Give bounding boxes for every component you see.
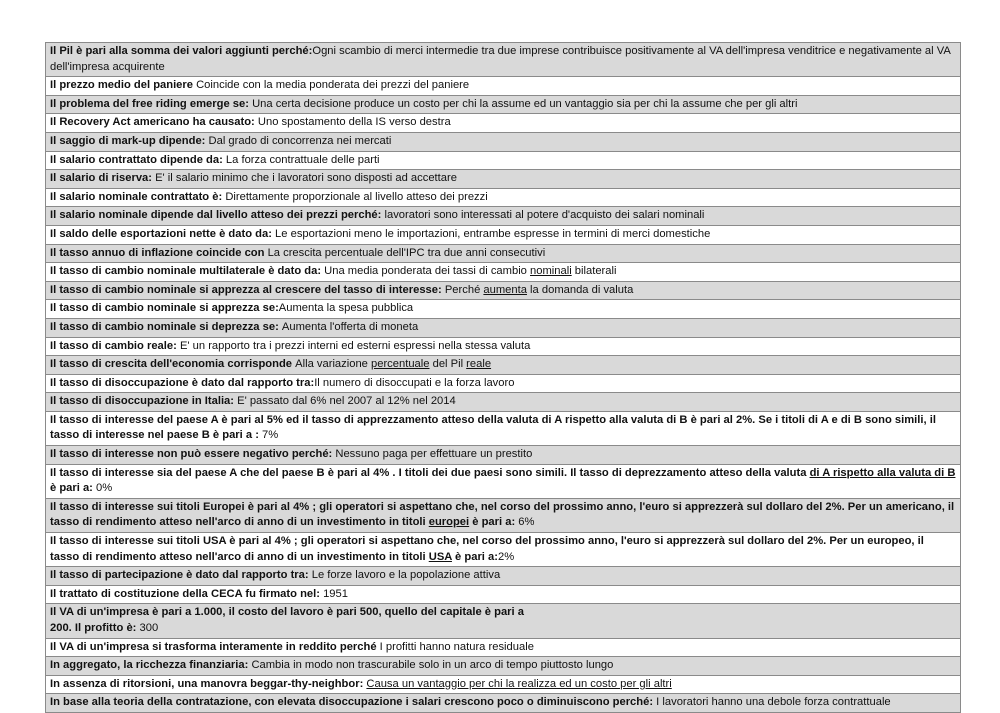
table-cell <box>46 675 961 694</box>
table-cell <box>46 132 961 151</box>
table-cell <box>46 356 961 375</box>
table-row <box>46 337 961 356</box>
table-cell <box>46 300 961 319</box>
question-text: Il tasso di partecipazione è dato dal rapporto tra: <box>50 569 312 582</box>
answer-text: del Pil <box>429 358 467 371</box>
question-text: Il tasso di disoccupazione è dato dal rapporto tra: <box>50 376 315 389</box>
table-row <box>46 585 961 604</box>
qa-table <box>45 42 961 713</box>
question-text: è pari a: <box>469 516 519 529</box>
table-row <box>46 318 961 337</box>
answer-text: 1951 <box>323 587 348 600</box>
table-cell <box>46 151 961 170</box>
table-cell <box>46 263 961 282</box>
answer-text: Le forze lavoro e la popolazione attiva <box>311 569 501 582</box>
table-cell <box>46 657 961 676</box>
answer-text: Cambia in modo non trascurabile solo in un arco di tempo piuttosto lungo <box>251 659 614 672</box>
question-text: Il tasso di interesse sia del paese A che del paese B è pari al 4% . I titoli dei due paesi sono simili. Il tasso di deprezzamento atteso della valuta <box>50 466 810 479</box>
answer-text: Il numero di disoccupati e la forza lavoro <box>314 376 515 389</box>
answer-text: percentuale <box>371 358 430 371</box>
table-row <box>46 263 961 282</box>
answer-text: 7% <box>262 429 279 442</box>
table-cell <box>46 446 961 465</box>
table-cell <box>46 43 961 77</box>
table-row <box>46 638 961 657</box>
answer-text: Uno spostamento della IS verso destra <box>257 116 451 129</box>
table-row <box>46 95 961 114</box>
answer-text: Ogni scambio di merci intermedie tra due imprese contribuisce positivamente al VA dell'impresa venditrice e negativamente al VA dell'impresa acquirente <box>50 45 951 73</box>
question-text: 200. Il profitto è: <box>50 622 140 634</box>
table-row <box>46 657 961 676</box>
answer-text: Perché <box>444 283 484 296</box>
answer-text: 2% <box>497 550 515 563</box>
answer-text: nominali <box>530 265 572 278</box>
answer-text: E' un rapporto tra i prezzi interni ed esterni espressi nella stessa valuta <box>179 339 531 352</box>
answer-text: E' il salario minimo che i lavoratori sono disposti ad accettare <box>155 172 457 185</box>
question-text: Il tasso di cambio nominale si apprezza se: <box>50 302 279 315</box>
table-row <box>46 498 961 532</box>
answer-text: la domanda di valuta <box>526 283 634 296</box>
question-text: In assenza di ritorsioni, una manovra beggar-thy-neighbor: <box>50 677 367 690</box>
answer-text: 0% <box>96 482 113 495</box>
table-row <box>46 114 961 133</box>
question-text: Il prezzo medio del paniere <box>50 79 197 92</box>
table-row <box>46 694 961 713</box>
question-text: Il saggio di mark-up dipende: <box>50 134 209 147</box>
answer-text: Una certa decisione produce un costo per chi la assume ed un vantaggio sia per chi la assume che per gli altri <box>252 97 798 110</box>
table-cell <box>46 318 961 337</box>
table-row <box>46 207 961 226</box>
table-cell <box>46 604 961 638</box>
table-row <box>46 132 961 151</box>
table-row <box>46 170 961 189</box>
answer-text: Causa un vantaggio per chi la realizza ed un costo per gli altri <box>366 677 672 690</box>
question-text: è pari a: <box>451 550 498 563</box>
table-cell <box>46 393 961 412</box>
question-text: Il saldo delle esportazioni nette è dato da: <box>50 227 276 240</box>
answer-text: Aumenta la spesa pubblica <box>278 302 414 315</box>
question-text: Il tasso di interesse sui titoli USA è pari al 4% ; gli operatori si aspettano che, nel corso del prossimo anno, l'euro si apprezzerà sul dollaro del 2%. Per un europeo, il tasso di rendimento atteso nell'arco di anno di un investimento in titoli <box>50 535 924 563</box>
answer-text: Una media ponderata dei tassi di cambio <box>324 265 531 278</box>
question-text: è pari a: <box>50 482 97 495</box>
question-text: Il Pil è pari alla somma dei valori aggiunti perché: <box>50 45 313 57</box>
table-row <box>46 374 961 393</box>
question-text: Il tasso di cambio nominale multilaterale è dato da: <box>50 265 325 278</box>
table-cell <box>46 207 961 226</box>
table-row <box>46 300 961 319</box>
answer-text: La forza contrattuale delle parti <box>225 153 380 166</box>
table-cell <box>46 188 961 207</box>
answer-text: Coincide con la media ponderata dei prezzi del paniere <box>196 79 470 92</box>
question-text: Il VA di un'impresa si trasforma interamente in reddito perché <box>50 640 380 653</box>
table-cell <box>46 533 961 567</box>
question-text: Il tasso di interesse del paese A è pari al 5% ed il tasso di apprezzamento atteso della valuta di A rispetto alla valuta di B è pari al 2%. Se i titoli di A e di B sono simili, il tasso di interesse nel paese B è pari a : <box>50 413 936 442</box>
table-row <box>46 188 961 207</box>
question-text: Il tasso di cambio nominale si apprezza al crescere del tasso di interesse: <box>50 283 445 296</box>
question-text: Il tasso di interesse sui titoli Europei è pari al 4% ; gli operatori si aspettano che, nel corso del prossimo anno, l'euro si apprezzerà sul dollaro del 2%. Per un americano, il tasso di rendimento atteso nell'arco di anno di un investimento in titoli <box>50 500 955 529</box>
question-text: europei <box>428 516 470 529</box>
question-text: Il Recovery Act americano ha causato: <box>50 116 258 129</box>
answer-text: reale <box>466 358 492 371</box>
question-text: Il salario contrattato dipende da: <box>50 153 226 166</box>
table-cell <box>46 77 961 96</box>
table-row <box>46 533 961 567</box>
question-text: USA <box>428 550 452 563</box>
answer-text: La crescita percentuale dell'IPC tra due anni consecutivi <box>267 246 546 259</box>
question-text: Il tasso di disoccupazione in Italia: <box>50 395 238 408</box>
table-row <box>46 446 961 465</box>
answer-text: Le esportazioni meno le importazioni, entrambe espresse in termini di merci domestiche <box>275 227 711 240</box>
table-cell <box>46 694 961 713</box>
table-cell <box>46 281 961 300</box>
table-row <box>46 393 961 412</box>
table-row <box>46 567 961 586</box>
table-row <box>46 43 961 77</box>
answer-text: bilaterali <box>571 265 617 278</box>
question-text: Il tasso di cambio reale: <box>50 339 180 352</box>
table-row <box>46 411 961 445</box>
answer-text: aumenta <box>483 283 527 296</box>
table-cell <box>46 170 961 189</box>
table-cell <box>46 244 961 263</box>
question-text: Il tasso di interesse non può essere negativo perché: <box>50 448 336 461</box>
answer-text: Nessuno paga per effettuare un prestito <box>335 448 533 461</box>
table-cell <box>46 374 961 393</box>
question-text: Il tasso di cambio nominale si deprezza se: <box>50 320 282 333</box>
table-cell <box>46 95 961 114</box>
answer-text: Aumenta l'offerta di moneta <box>281 320 419 333</box>
table-cell <box>46 464 961 498</box>
answer-text: E' passato dal 6% nel 2007 al 12% nel 2014 <box>237 395 456 408</box>
table-row <box>46 464 961 498</box>
table-row <box>46 675 961 694</box>
table-row <box>46 151 961 170</box>
question-text: Il tasso di crescita dell'economia corrisponde <box>50 358 296 371</box>
table-cell <box>46 114 961 133</box>
table-cell <box>46 638 961 657</box>
question-text: di A rispetto alla valuta di B <box>809 466 956 479</box>
question-text: Il salario nominale contrattato è: <box>50 190 226 203</box>
question-text: Il tasso annuo di inflazione coincide con <box>50 246 268 259</box>
table-row <box>46 356 961 375</box>
table-row <box>46 225 961 244</box>
table-cell <box>46 337 961 356</box>
table-cell <box>46 567 961 586</box>
answer-text: 300 <box>139 622 159 634</box>
table-cell <box>46 585 961 604</box>
answer-text: Direttamente proporzionale al livello atteso dei prezzi <box>225 190 488 203</box>
table-row <box>46 244 961 263</box>
question-text: Il trattato di costituzione della CECA fu firmato nel: <box>50 587 324 600</box>
table-cell <box>46 225 961 244</box>
answer-text: I profitti hanno natura residuale <box>379 640 534 653</box>
table-cell <box>46 411 961 445</box>
table-cell <box>46 498 961 532</box>
table-row <box>46 604 961 638</box>
answer-text: lavoratori sono interessati al potere d'acquisto dei salari nominali <box>384 209 705 222</box>
question-text: In base alla teoria della contratazione, con elevata disoccupazione i salari crescono poco o diminuiscono perché: <box>50 696 657 709</box>
question-text: Il VA di un'impresa è pari a 1.000, il costo del lavoro è pari 500, quello del capitale è pari a <box>50 606 524 619</box>
question-text: Il salario di riserva: <box>50 172 156 185</box>
answer-text: 6% <box>518 516 535 529</box>
table-row <box>46 77 961 96</box>
answer-text: I lavoratori hanno una debole forza contrattuale <box>656 696 891 709</box>
question-text: Il salario nominale dipende dal livello atteso dei prezzi perché: <box>50 209 385 222</box>
question-text: In aggregato, la ricchezza finanziaria: <box>50 659 252 672</box>
table-row <box>46 281 961 300</box>
answer-text: Alla variazione <box>295 358 372 371</box>
answer-text: Dal grado di concorrenza nei mercati <box>208 134 392 147</box>
question-text: Il problema del free riding emerge se: <box>50 97 253 110</box>
